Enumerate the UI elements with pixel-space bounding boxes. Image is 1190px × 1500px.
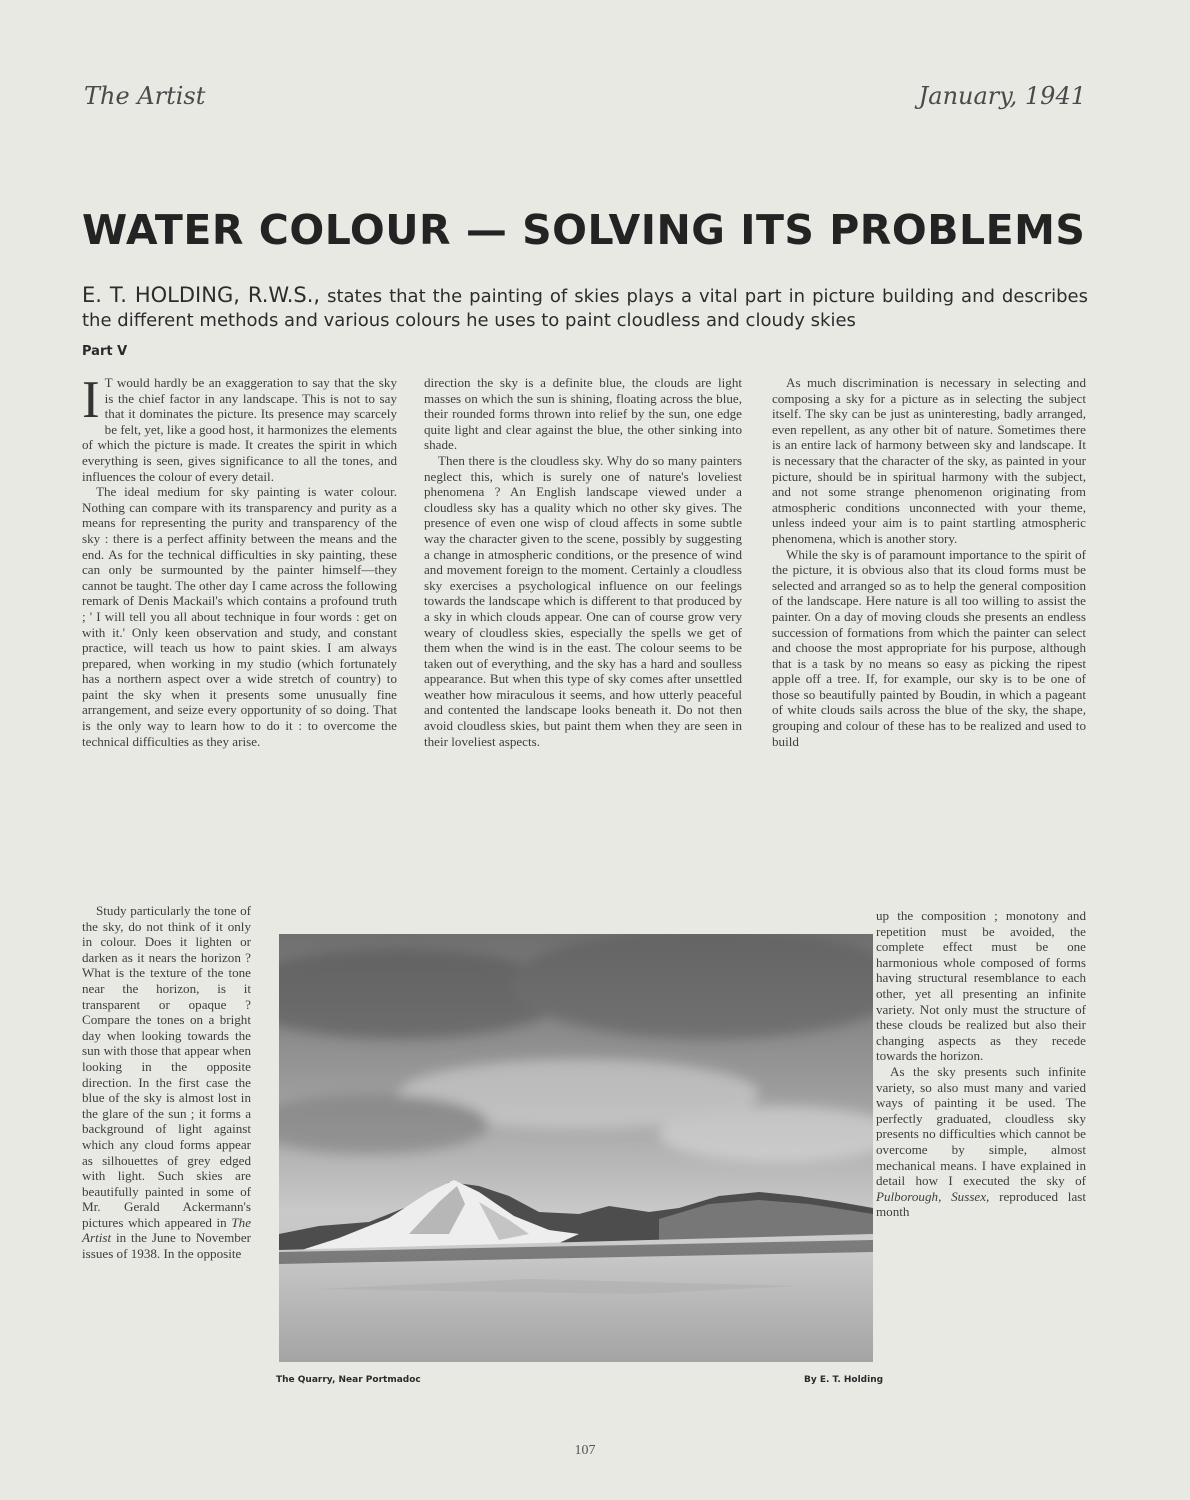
article-title: WATER COLOUR — SOLVING ITS PROBLEMS [82,206,1086,254]
running-head-date: January, 1941 [918,82,1086,110]
paragraph: Then there is the cloudless sky. Why do so many painters neglect this, which is surely one of nature's loveliest phenomena ? An English landscape viewed under a cloudless sky has a quality which no other sky gives. The presence of even one wisp of cloud affects in some subtle way the character given to the scene, possibly by suggesting a change in atmospheric conditions, or the presence of wind and movement foreign to the moment. Certainly a cloudless sky exercises a psychological influence on our feelings towards the landscape which is different to that produced by a sky in which clouds appear. One can of course grow very weary of cloudless skies, especially the spells we get of them when the wind is in the east. The colour seems to be taken out of everything, and the sky has a hard and soulless appearance. But when this type of sky comes after unsettled weather how miraculous it seems, and how utterly peaceful and contented the landscape looks beneath it. Do not then avoid cloudless skies, but paint them when they are seen in their loveliest aspects. [424,452,742,749]
painting-reproduction [279,934,873,1362]
paragraph: direction the sky is a definite blue, the clouds are light masses on which the sun is shining, floating across the blue, their rounded forms thrown into relief by the sun, one edge quite light and clear against the blue, the other sinking into shade. [424,375,742,453]
painting-image [279,934,873,1362]
author-name: E. T. HOLDING, R.W.S., [82,283,321,307]
running-head-publication: The Artist [84,82,206,110]
paragraph: up the composition ; monotony and repetition must be avoided, the complete effect must be one harmonious whole composed of forms having structural resemblance to each other, yet all presenting an infinite variety. Not only must the structure of these clouds be realized but also their changing aspects as they recede towards the horizon. [876,908,1086,1064]
paragraph: As much discrimination is necessary in selecting and composing a sky for a picture as in selecting the subject itself. The sky can be just as uninteresting, badly arranged, even repellent, as any other bit of nature. Sometimes there is an entire lack of harmony between sky and landscape. It is necessary that the character of the sky, as painted in your picture, should be in spiritual harmony with the subject, and not some strange phenomenon originating from atmospheric conditions unconnected with your theme, unless indeed your aim is to paint startling atmospheric phenomena, which is another story. [772,375,1086,546]
paragraph: As the sky presents such infinite variety, so also must many and varied ways of painting it be used. The perfectly graduated, cloudless sky presents no difficulties which cannot be overcome by simple, almost mechanical means. I have explained in detail how I executed the sky of Pulborough, Sussex, reproduced last month [876,1063,1086,1220]
figure-caption: The Quarry, Near Portmadoc [276,1375,421,1385]
standfirst-text: states that the painting of skies plays a vital part in picture building and describes the different methods and various colours he uses to paint cloudless and cloudy skies [82,286,1088,331]
column-1-continued [82,903,251,1262]
publication-reference: The Artist [82,1214,251,1246]
column-1 [82,371,397,749]
figure-credit: By E. T. Holding [804,1375,884,1385]
paragraph: Study particularly the tone of the sky, do not think of it only in colour. Does it lighten or darken as it nears the horizon ? What is the texture of the tone near the horizon, is it transparent or opaque ? Compare the tones on a bright day when looking towards the sun with those that appear when looking in the opposite direction. In the first case the blue of the sky is almost lost in the glare of the sun ; it forms a background of light against which any cloud forms appear as silhouettes of grey edged with light. Such skies are beautifully painted in some of Mr. Gerald Ackermann's pictures which appeared in The Artist in the June to November issues of 1938. In the opposite [82,903,251,1262]
standfirst [82,283,1088,333]
part-label: Part V [82,344,128,359]
column-3 [772,375,1086,749]
column-3-continued [876,908,1086,1220]
column-2 [424,375,742,749]
page-number: 107 [574,1443,596,1458]
painting-reference: Pulborough, Sussex, [876,1188,990,1204]
drop-cap: I [82,371,100,429]
paragraph: While the sky is of paramount importance to the spirit of the picture, it is obvious also that its cloud forms must be selected and arranged so as to help the general composition of the landscape. Here nature is all too willing to assist the painter. On a day of moving clouds she presents an endless succession of formations from which the painter can select and choose the most appropriate for his purpose, although that is a task by no means so easy as picking the ripest apple off a tree. If, for example, our sky is to be one of those so beautifully painted by Boudin, in which a pageant of white clouds sails across the blue of the sky, the shape, grouping and colour of these has to be realized and used to build [772,546,1086,749]
paragraph: The ideal medium for sky painting is water colour. Nothing can compare with its transparency and purity as a means for representing the purity and transparency of the sky : there is a perfect affinity between the means and the end. As for the technical difficulties in sky painting, these can only be surmounted by the painter himself—they cannot be taught. The other day I came across the following remark of Denis Mackail's which contains a profound truth ; ' I will tell you all about technique in four words : get on with it.' Only keen observation and study, and constant practice, will teach us how to paint skies. I am always prepared, when working in my studio (which fortunately has a northern aspect over a wide stretch of country) to paint the sky when it presents some unusually fine arrangement, and seize every opportunity of so doing. That is the only way to learn how to do it : to overcome the technical difficulties as they arise. [82,484,397,749]
paragraph: I T would hardly be an exaggeration to say that the sky is the chief factor in any landscape. This is not to say that it dominates the picture. Its presence may scarcely be felt, yet, like a good host, it harmonizes the elements of which the picture is made. It creates the spirit in which everything is seen, gives significance to all the tones, and influences the colour of every detail. [82,371,397,484]
